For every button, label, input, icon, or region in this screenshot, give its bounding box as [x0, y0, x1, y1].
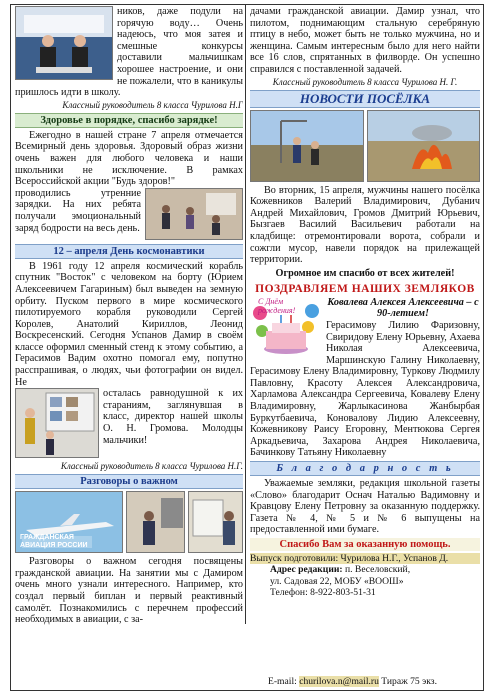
imprint-address-label: Адрес редакции: [270, 564, 343, 576]
cemetery-photo-image [251, 111, 363, 181]
left-column [15, 6, 243, 626]
imprint-email-label: E-mail: [268, 676, 297, 687]
talks-title: Разговоры о важном [15, 474, 243, 489]
column-divider [245, 4, 246, 624]
aviation-poster-caption: ГРАЖДАНСКАЯ АВИАЦИЯ РОССИИ [20, 534, 88, 550]
imprint [250, 553, 480, 598]
imprint-address-1: п. Веселовский, [344, 564, 411, 576]
class-photo-1-image [127, 492, 185, 552]
gratitude-thanks: Спасибо Вам за оказанную помощь. [250, 538, 480, 551]
aviation-poster [15, 491, 123, 553]
health-text-2: проводились утренние зарядки. На них ребята получали эмоциональный заряд бодрости на весь день. [15, 187, 141, 234]
exercise-photo-image [146, 189, 242, 239]
intro-text: ников, даже подули на горячую воду… Очень надеюсь, что моя затея и смешные конкурсы доставили мальчишкам хорошее настроение, и они не пожалели, что в каникулы пришлось идти в школу. [15, 6, 243, 99]
congrats-title: ПОЗДРАВЛЯЕМ НАШИХ ЗЕМЛЯКОВ [255, 282, 475, 295]
cemetery-photo [250, 110, 364, 182]
imprint-prepared: Выпуск подготовили: Чурилова Н.Г., Успанов Д. [250, 553, 480, 564]
cosmo-text-2: осталась равнодушной к их стараниям, заглянувшая в класс, директор нашей школы О. Н. Громова. Молодцы мальчики! [103, 388, 243, 446]
news-text: Во вторник, 15 апреля, мужчины нашего посёлка Кожевников Валерий Владимирович, Дубанич Андрей Михайлович, Громов Дмитрий Юрьевич, Бызгаев Василий Васильевич работали на кладбище: отремонтировали ворота, собрали и сожгли мусор, навели порядок на прилежащей территории. [250, 184, 480, 266]
class-photo-1 [126, 491, 185, 553]
talks-text: Разговоры о важном сегодня посвящены гражданской авиации. На занятии мы с Дамиром очень много узнали интересного. Например, кто создал первый биплан и первый реактивный самолёт. Познакомились с перечнем профессий необходимых в авиации, с за- [15, 556, 243, 626]
signature-2: Классный руководитель 8 класса Чурилова Н.Г. [60, 461, 243, 472]
health-title: Здоровье в порядке, спасибо зарядке! [15, 113, 243, 128]
gratitude-title: Б л а г о д а р н о с т ь [250, 461, 480, 476]
imprint-address [250, 564, 480, 575]
birthday-cake-image [250, 297, 322, 357]
right-cont-text: дачами гражданской авиации. Дамир узнал, что пилотом, поднимающим стальную серебряную птицу в небо, может быть не только мужчина, но и женщина. Самым интересным было для него найти все 16 слов, спрятанных в филворде. Он успешно справился с поставленной задачей. [250, 6, 480, 75]
imprint-address-2: ул. Садовая 22, МОБУ «ВООШ» [270, 575, 404, 587]
talks-photos [15, 491, 243, 553]
exercise-photo [145, 188, 243, 240]
congrats-list: Герасимову Лилию Фаризовну, Свиридову Елену Юрьевну, Ахаева Николая Алексеевича, Маршинскую Галину Николаевну, Герасимову Елену Владимировну, Туркову Людмилу Павловну, Красоту Алексея Александровича, Харламова Александра Сергеевича, Ковалеву Елену Владимировну, Жарлыкасинова Жанбырбая Буркутбаевича, Коновалову Лидию Алексеевну, Кожевникову Раису Егоровну, Ментюкова Сергея Аркадьевича, Захарова Андрея Николаевича, Бачинкову Татьяну Николаевну [250, 319, 480, 459]
signature-1: Классный руководитель 8 класса Чурилова Н.Г [62, 99, 243, 110]
imprint-email[interactable]: churilova.n@mail.ru [299, 676, 379, 687]
health-text-1: Ежегодно в нашей стране 7 апреля отмечается Всемирный день здоровья. Здоровый образ жизни очень важен для любого человека и наши школьники не исключение. В рамках Всероссийской акции "Будь здоров!" [15, 129, 243, 188]
stand-photo [15, 388, 99, 458]
cosmo-title: 12 – апреля День космонавтики [15, 244, 243, 259]
imprint-phone: Телефон: 8-922-803-51-31 [270, 586, 376, 598]
signature-3: Классный руководитель 8 класса Чурилова Н. Г. [272, 76, 458, 87]
boys-photo-image [16, 7, 112, 79]
news-photos [250, 110, 480, 182]
fire-photo-image [368, 111, 480, 181]
class-photo-2-image [189, 492, 243, 552]
fire-photo [367, 110, 481, 182]
stand-photo-image [16, 389, 98, 457]
congrats-lead: Ковалева Алексея Алексеевича – с 90-летием! [327, 296, 479, 320]
class-photo-2 [188, 491, 243, 553]
gratitude-text: Уважаемые земляки, редакция школьной газеты «Слово» благодарит Оснач Наталью Вадимовну и Кравцову Елену Петровну за оказанную поддержку. Газета № 4, № 5 и № 6 выпущены на предоставленной ими бумаге. [250, 478, 480, 536]
imprint-email-row [268, 676, 482, 687]
imprint-circulation: Тираж 75 экз. [381, 676, 437, 687]
boys-photo [15, 6, 113, 80]
right-column [250, 6, 480, 598]
news-title: НОВОСТИ ПОСЁЛКА [250, 90, 480, 108]
news-thanks: Огромное им спасибо от всех жителей! [275, 267, 455, 279]
cake-caption: С Днём рождения! [258, 296, 296, 315]
cosmo-text-1: В 1961 году 12 апреля космический корабль спутник "Восток" с человеком на борту (Юрием Алексеевичем Гагариным) был выведен на земную орбиту. Пуском первого в мире космического пилотируемого корабля руководили Сергей Королев, Анатолий Кириллов, Леонид Воскресенский. Сегодня Успанов Дамир в своём классе оформил сменный стенд к этому событию, а Герасимов Вадим охотно помогал ему, попутно расспрашивая, о людях, чьи фотографии он видел. Не [15, 260, 243, 388]
